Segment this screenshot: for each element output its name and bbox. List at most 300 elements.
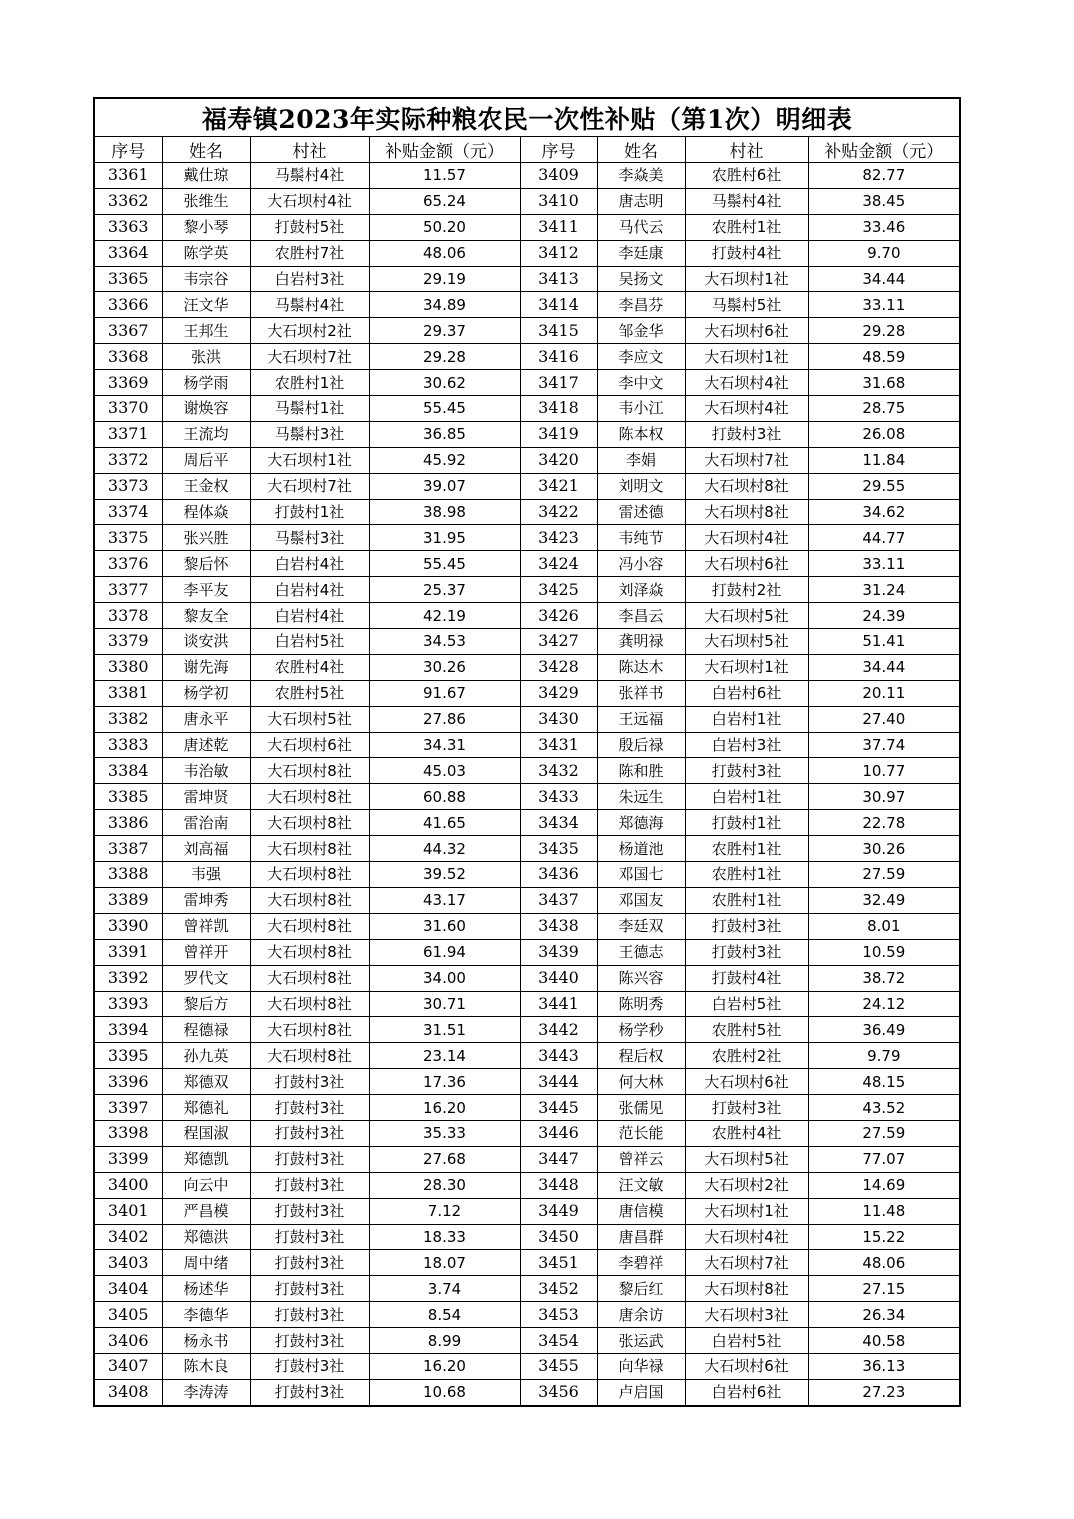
cell-name: 谈安洪 <box>162 629 250 655</box>
cell-amount: 36.85 <box>369 421 520 447</box>
cell-village: 打鼓村3社 <box>250 1095 369 1121</box>
cell-name: 李中文 <box>597 370 685 396</box>
cell-seq: 3385 <box>94 784 162 810</box>
cell-seq: 3397 <box>94 1095 162 1121</box>
cell-village: 白岩村3社 <box>250 266 369 292</box>
cell-amount: 20.11 <box>808 680 960 706</box>
cell-name: 黎后方 <box>162 991 250 1017</box>
cell-name: 韦治敏 <box>162 758 250 784</box>
cell-village: 马鬃村4社 <box>250 292 369 318</box>
table-row <box>94 577 960 603</box>
cell-name: 马代云 <box>597 214 685 240</box>
cell-name: 李平友 <box>162 577 250 603</box>
cell-name: 陈学英 <box>162 240 250 266</box>
cell-name: 刘高福 <box>162 836 250 862</box>
cell-village: 农胜村2社 <box>685 1043 808 1069</box>
table-row <box>94 1069 960 1095</box>
cell-seq: 3394 <box>94 1017 162 1043</box>
cell-name: 李碧祥 <box>597 1250 685 1276</box>
cell-name: 陈本权 <box>597 421 685 447</box>
cell-name: 范长能 <box>597 1120 685 1146</box>
cell-name: 何大林 <box>597 1069 685 1095</box>
cell-name: 曾祥云 <box>597 1146 685 1172</box>
cell-amount: 48.15 <box>808 1069 960 1095</box>
cell-amount: 25.37 <box>369 577 520 603</box>
cell-name: 唐信模 <box>597 1198 685 1224</box>
cell-village: 打鼓村2社 <box>685 577 808 603</box>
cell-amount: 11.57 <box>369 163 520 189</box>
cell-village: 打鼓村5社 <box>250 214 369 240</box>
cell-village: 大石坝村8社 <box>685 1276 808 1302</box>
cell-amount: 55.45 <box>369 396 520 422</box>
cell-name: 陈木良 <box>162 1353 250 1379</box>
cell-amount: 23.14 <box>369 1043 520 1069</box>
table-row <box>94 266 960 292</box>
cell-village: 马鬃村4社 <box>250 163 369 189</box>
cell-village: 打鼓村3社 <box>250 1069 369 1095</box>
cell-amount: 60.88 <box>369 784 520 810</box>
cell-seq: 3401 <box>94 1198 162 1224</box>
subsidy-table <box>93 97 961 1407</box>
table-row <box>94 1095 960 1121</box>
cell-seq: 3372 <box>94 447 162 473</box>
cell-amount: 30.26 <box>808 836 960 862</box>
cell-amount: 50.20 <box>369 214 520 240</box>
cell-village: 打鼓村3社 <box>250 1379 369 1405</box>
cell-village: 大石坝村6社 <box>685 318 808 344</box>
cell-village: 打鼓村3社 <box>250 1302 369 1328</box>
table-row <box>94 1146 960 1172</box>
cell-seq: 3431 <box>520 732 597 758</box>
cell-village: 打鼓村3社 <box>250 1276 369 1302</box>
cell-village: 打鼓村3社 <box>250 1250 369 1276</box>
cell-seq: 3454 <box>520 1328 597 1354</box>
cell-seq: 3411 <box>520 214 597 240</box>
cell-village: 马鬃村4社 <box>685 188 808 214</box>
cell-amount: 91.67 <box>369 680 520 706</box>
cell-seq: 3398 <box>94 1120 162 1146</box>
cell-name: 向云中 <box>162 1172 250 1198</box>
cell-amount: 24.12 <box>808 991 960 1017</box>
column-header-seq: 序号 <box>94 137 162 163</box>
table-row <box>94 214 960 240</box>
cell-name: 杨述华 <box>162 1276 250 1302</box>
table-row <box>94 603 960 629</box>
cell-village: 大石坝村5社 <box>685 603 808 629</box>
cell-amount: 39.07 <box>369 473 520 499</box>
cell-seq: 3403 <box>94 1250 162 1276</box>
cell-village: 打鼓村3社 <box>685 1095 808 1121</box>
cell-village: 打鼓村4社 <box>685 965 808 991</box>
cell-amount: 9.79 <box>808 1043 960 1069</box>
cell-name: 雷述德 <box>597 499 685 525</box>
cell-name: 张运武 <box>597 1328 685 1354</box>
cell-village: 大石坝村2社 <box>250 318 369 344</box>
cell-village: 大石坝村2社 <box>685 1172 808 1198</box>
column-header-amount: 补贴金额（元） <box>369 137 520 163</box>
cell-seq: 3442 <box>520 1017 597 1043</box>
cell-seq: 3446 <box>520 1120 597 1146</box>
cell-amount: 32.49 <box>808 887 960 913</box>
cell-village: 大石坝村8社 <box>250 965 369 991</box>
cell-seq: 3443 <box>520 1043 597 1069</box>
cell-seq: 3408 <box>94 1379 162 1405</box>
table-body <box>94 163 960 1406</box>
cell-seq: 3362 <box>94 188 162 214</box>
cell-seq: 3365 <box>94 266 162 292</box>
table-row <box>94 1250 960 1276</box>
cell-amount: 38.98 <box>369 499 520 525</box>
table-row <box>94 965 960 991</box>
cell-amount: 33.11 <box>808 292 960 318</box>
cell-village: 大石坝村6社 <box>685 1353 808 1379</box>
cell-village: 白岩村6社 <box>685 1379 808 1405</box>
cell-seq: 3371 <box>94 421 162 447</box>
cell-name: 张洪 <box>162 344 250 370</box>
cell-name: 黎后红 <box>597 1276 685 1302</box>
cell-seq: 3400 <box>94 1172 162 1198</box>
cell-village: 打鼓村3社 <box>250 1328 369 1354</box>
cell-name: 程德禄 <box>162 1017 250 1043</box>
cell-seq: 3414 <box>520 292 597 318</box>
cell-seq: 3402 <box>94 1224 162 1250</box>
table-row <box>94 240 960 266</box>
cell-village: 大石坝村4社 <box>685 370 808 396</box>
cell-village: 农胜村1社 <box>250 370 369 396</box>
cell-seq: 3426 <box>520 603 597 629</box>
cell-seq: 3412 <box>520 240 597 266</box>
table-row <box>94 1379 960 1405</box>
cell-amount: 34.44 <box>808 654 960 680</box>
cell-village: 农胜村4社 <box>685 1120 808 1146</box>
cell-amount: 42.19 <box>369 603 520 629</box>
table-row <box>94 706 960 732</box>
cell-village: 大石坝村5社 <box>250 706 369 732</box>
cell-amount: 77.07 <box>808 1146 960 1172</box>
cell-name: 黎小琴 <box>162 214 250 240</box>
cell-seq: 3424 <box>520 551 597 577</box>
cell-village: 大石坝村4社 <box>685 1224 808 1250</box>
table-row <box>94 344 960 370</box>
cell-village: 打鼓村3社 <box>250 1198 369 1224</box>
table-row <box>94 163 960 189</box>
table-row <box>94 887 960 913</box>
cell-amount: 34.44 <box>808 266 960 292</box>
cell-seq: 3439 <box>520 939 597 965</box>
cell-amount: 37.74 <box>808 732 960 758</box>
cell-village: 打鼓村3社 <box>685 758 808 784</box>
cell-village: 大石坝村5社 <box>685 629 808 655</box>
cell-amount: 11.48 <box>808 1198 960 1224</box>
cell-village: 大石坝村8社 <box>250 887 369 913</box>
cell-name: 殷后禄 <box>597 732 685 758</box>
column-header-village: 村社 <box>685 137 808 163</box>
cell-name: 陈兴容 <box>597 965 685 991</box>
cell-amount: 10.59 <box>808 939 960 965</box>
table-row <box>94 784 960 810</box>
cell-name: 李昌云 <box>597 603 685 629</box>
cell-seq: 3375 <box>94 525 162 551</box>
cell-name: 杨学雨 <box>162 370 250 396</box>
cell-seq: 3428 <box>520 654 597 680</box>
cell-amount: 27.59 <box>808 862 960 888</box>
table-row <box>94 758 960 784</box>
cell-seq: 3367 <box>94 318 162 344</box>
cell-amount: 8.99 <box>369 1328 520 1354</box>
cell-village: 大石坝村4社 <box>250 188 369 214</box>
cell-amount: 18.07 <box>369 1250 520 1276</box>
cell-name: 刘明文 <box>597 473 685 499</box>
cell-name: 张儒见 <box>597 1095 685 1121</box>
cell-name: 周中绪 <box>162 1250 250 1276</box>
cell-amount: 51.41 <box>808 629 960 655</box>
cell-seq: 3420 <box>520 447 597 473</box>
cell-village: 打鼓村1社 <box>685 810 808 836</box>
cell-village: 马鬃村3社 <box>250 525 369 551</box>
page-title: 福寿镇2023年实际种粮农民一次性补贴（第1次）明细表 <box>94 98 960 137</box>
cell-seq: 3366 <box>94 292 162 318</box>
cell-amount: 31.51 <box>369 1017 520 1043</box>
cell-amount: 29.55 <box>808 473 960 499</box>
cell-amount: 27.23 <box>808 1379 960 1405</box>
cell-amount: 82.77 <box>808 163 960 189</box>
cell-name: 刘泽焱 <box>597 577 685 603</box>
cell-seq: 3413 <box>520 266 597 292</box>
cell-village: 白岩村5社 <box>685 1328 808 1354</box>
cell-seq: 3423 <box>520 525 597 551</box>
cell-seq: 3380 <box>94 654 162 680</box>
cell-village: 大石坝村8社 <box>250 784 369 810</box>
cell-seq: 3447 <box>520 1146 597 1172</box>
cell-name: 李应文 <box>597 344 685 370</box>
cell-name: 李廷康 <box>597 240 685 266</box>
table-row <box>94 370 960 396</box>
cell-seq: 3449 <box>520 1198 597 1224</box>
cell-amount: 36.13 <box>808 1353 960 1379</box>
cell-name: 陈明秀 <box>597 991 685 1017</box>
table-row <box>94 1198 960 1224</box>
cell-amount: 14.69 <box>808 1172 960 1198</box>
cell-amount: 29.19 <box>369 266 520 292</box>
cell-name: 郑德双 <box>162 1069 250 1095</box>
cell-village: 农胜村1社 <box>685 862 808 888</box>
table-row <box>94 1017 960 1043</box>
cell-name: 陈和胜 <box>597 758 685 784</box>
cell-name: 唐昌群 <box>597 1224 685 1250</box>
cell-name: 邹金华 <box>597 318 685 344</box>
cell-village: 打鼓村3社 <box>250 1353 369 1379</box>
cell-village: 大石坝村8社 <box>250 991 369 1017</box>
cell-name: 郑德凯 <box>162 1146 250 1172</box>
table-row <box>94 939 960 965</box>
cell-seq: 3370 <box>94 396 162 422</box>
cell-village: 打鼓村3社 <box>685 421 808 447</box>
cell-name: 朱远生 <box>597 784 685 810</box>
cell-village: 大石坝村8社 <box>250 1017 369 1043</box>
column-header-name: 姓名 <box>597 137 685 163</box>
cell-name: 张祥书 <box>597 680 685 706</box>
cell-village: 大石坝村1社 <box>685 344 808 370</box>
cell-amount: 28.30 <box>369 1172 520 1198</box>
table-row <box>94 525 960 551</box>
cell-seq: 3374 <box>94 499 162 525</box>
cell-amount: 35.33 <box>369 1120 520 1146</box>
cell-seq: 3444 <box>520 1069 597 1095</box>
cell-seq: 3393 <box>94 991 162 1017</box>
cell-amount: 48.59 <box>808 344 960 370</box>
cell-amount: 44.32 <box>369 836 520 862</box>
column-header-amount: 补贴金额（元） <box>808 137 960 163</box>
cell-seq: 3417 <box>520 370 597 396</box>
cell-seq: 3395 <box>94 1043 162 1069</box>
cell-amount: 9.70 <box>808 240 960 266</box>
cell-amount: 39.52 <box>369 862 520 888</box>
cell-amount: 43.17 <box>369 887 520 913</box>
cell-seq: 3410 <box>520 188 597 214</box>
cell-name: 汪文敏 <box>597 1172 685 1198</box>
cell-village: 大石坝村8社 <box>250 758 369 784</box>
cell-seq: 3445 <box>520 1095 597 1121</box>
cell-seq: 3399 <box>94 1146 162 1172</box>
table-row <box>94 421 960 447</box>
cell-village: 大石坝村8社 <box>685 473 808 499</box>
cell-amount: 7.12 <box>369 1198 520 1224</box>
cell-amount: 17.36 <box>369 1069 520 1095</box>
table-row <box>94 447 960 473</box>
cell-amount: 41.65 <box>369 810 520 836</box>
table-row <box>94 292 960 318</box>
cell-name: 张兴胜 <box>162 525 250 551</box>
cell-name: 杨道池 <box>597 836 685 862</box>
cell-amount: 31.68 <box>808 370 960 396</box>
cell-name: 李昌芬 <box>597 292 685 318</box>
cell-amount: 44.77 <box>808 525 960 551</box>
cell-amount: 48.06 <box>369 240 520 266</box>
column-header-name: 姓名 <box>162 137 250 163</box>
cell-seq: 3396 <box>94 1069 162 1095</box>
cell-village: 大石坝村7社 <box>685 447 808 473</box>
cell-name: 唐永平 <box>162 706 250 732</box>
cell-amount: 45.92 <box>369 447 520 473</box>
cell-village: 白岩村4社 <box>250 603 369 629</box>
cell-village: 打鼓村3社 <box>250 1120 369 1146</box>
cell-name: 郑德礼 <box>162 1095 250 1121</box>
cell-village: 大石坝村6社 <box>250 732 369 758</box>
cell-name: 雷治南 <box>162 810 250 836</box>
cell-seq: 3435 <box>520 836 597 862</box>
cell-amount: 22.78 <box>808 810 960 836</box>
cell-name: 唐述乾 <box>162 732 250 758</box>
cell-seq: 3419 <box>520 421 597 447</box>
cell-village: 打鼓村3社 <box>685 913 808 939</box>
cell-seq: 3415 <box>520 318 597 344</box>
cell-seq: 3436 <box>520 862 597 888</box>
cell-village: 大石坝村8社 <box>250 1043 369 1069</box>
cell-seq: 3391 <box>94 939 162 965</box>
cell-amount: 30.97 <box>808 784 960 810</box>
cell-name: 李廷双 <box>597 913 685 939</box>
cell-seq: 3373 <box>94 473 162 499</box>
table-row <box>94 1276 960 1302</box>
cell-village: 打鼓村3社 <box>250 1146 369 1172</box>
cell-name: 唐志明 <box>597 188 685 214</box>
cell-village: 白岩村6社 <box>685 680 808 706</box>
cell-seq: 3452 <box>520 1276 597 1302</box>
table-row <box>94 1224 960 1250</box>
cell-amount: 34.00 <box>369 965 520 991</box>
cell-name: 张维生 <box>162 188 250 214</box>
cell-seq: 3376 <box>94 551 162 577</box>
cell-amount: 16.20 <box>369 1353 520 1379</box>
cell-amount: 33.46 <box>808 214 960 240</box>
cell-name: 李德华 <box>162 1302 250 1328</box>
cell-amount: 30.71 <box>369 991 520 1017</box>
cell-amount: 34.62 <box>808 499 960 525</box>
header-row <box>94 137 960 163</box>
cell-amount: 27.86 <box>369 706 520 732</box>
cell-village: 大石坝村7社 <box>250 473 369 499</box>
table-row <box>94 913 960 939</box>
cell-amount: 45.03 <box>369 758 520 784</box>
cell-name: 程体焱 <box>162 499 250 525</box>
cell-village: 打鼓村3社 <box>685 939 808 965</box>
cell-name: 卢启国 <box>597 1379 685 1405</box>
cell-seq: 3440 <box>520 965 597 991</box>
cell-village: 大石坝村3社 <box>685 1302 808 1328</box>
cell-name: 王邦生 <box>162 318 250 344</box>
cell-seq: 3389 <box>94 887 162 913</box>
table-row <box>94 551 960 577</box>
cell-seq: 3416 <box>520 344 597 370</box>
cell-village: 大石坝村1社 <box>685 654 808 680</box>
cell-name: 王金权 <box>162 473 250 499</box>
cell-name: 韦小江 <box>597 396 685 422</box>
cell-seq: 3378 <box>94 603 162 629</box>
cell-name: 黎后怀 <box>162 551 250 577</box>
cell-name: 孙九英 <box>162 1043 250 1069</box>
cell-village: 农胜村4社 <box>250 654 369 680</box>
cell-name: 韦宗谷 <box>162 266 250 292</box>
cell-name: 龚明禄 <box>597 629 685 655</box>
cell-village: 大石坝村4社 <box>685 396 808 422</box>
cell-amount: 26.08 <box>808 421 960 447</box>
cell-village: 大石坝村8社 <box>250 913 369 939</box>
cell-village: 大石坝村1社 <box>685 1198 808 1224</box>
cell-seq: 3455 <box>520 1353 597 1379</box>
cell-amount: 10.77 <box>808 758 960 784</box>
cell-amount: 16.20 <box>369 1095 520 1121</box>
cell-name: 郑德海 <box>597 810 685 836</box>
cell-village: 大石坝村7社 <box>685 1250 808 1276</box>
cell-village: 马鬃村1社 <box>250 396 369 422</box>
cell-amount: 61.94 <box>369 939 520 965</box>
cell-amount: 27.68 <box>369 1146 520 1172</box>
cell-name: 陈达木 <box>597 654 685 680</box>
cell-seq: 3379 <box>94 629 162 655</box>
cell-name: 谢焕容 <box>162 396 250 422</box>
column-header-seq: 序号 <box>520 137 597 163</box>
cell-seq: 3450 <box>520 1224 597 1250</box>
cell-amount: 8.54 <box>369 1302 520 1328</box>
cell-seq: 3434 <box>520 810 597 836</box>
cell-amount: 30.26 <box>369 654 520 680</box>
cell-name: 杨永书 <box>162 1328 250 1354</box>
cell-seq: 3427 <box>520 629 597 655</box>
cell-village: 大石坝村6社 <box>685 1069 808 1095</box>
cell-amount: 28.75 <box>808 396 960 422</box>
table-row <box>94 680 960 706</box>
cell-amount: 24.39 <box>808 603 960 629</box>
